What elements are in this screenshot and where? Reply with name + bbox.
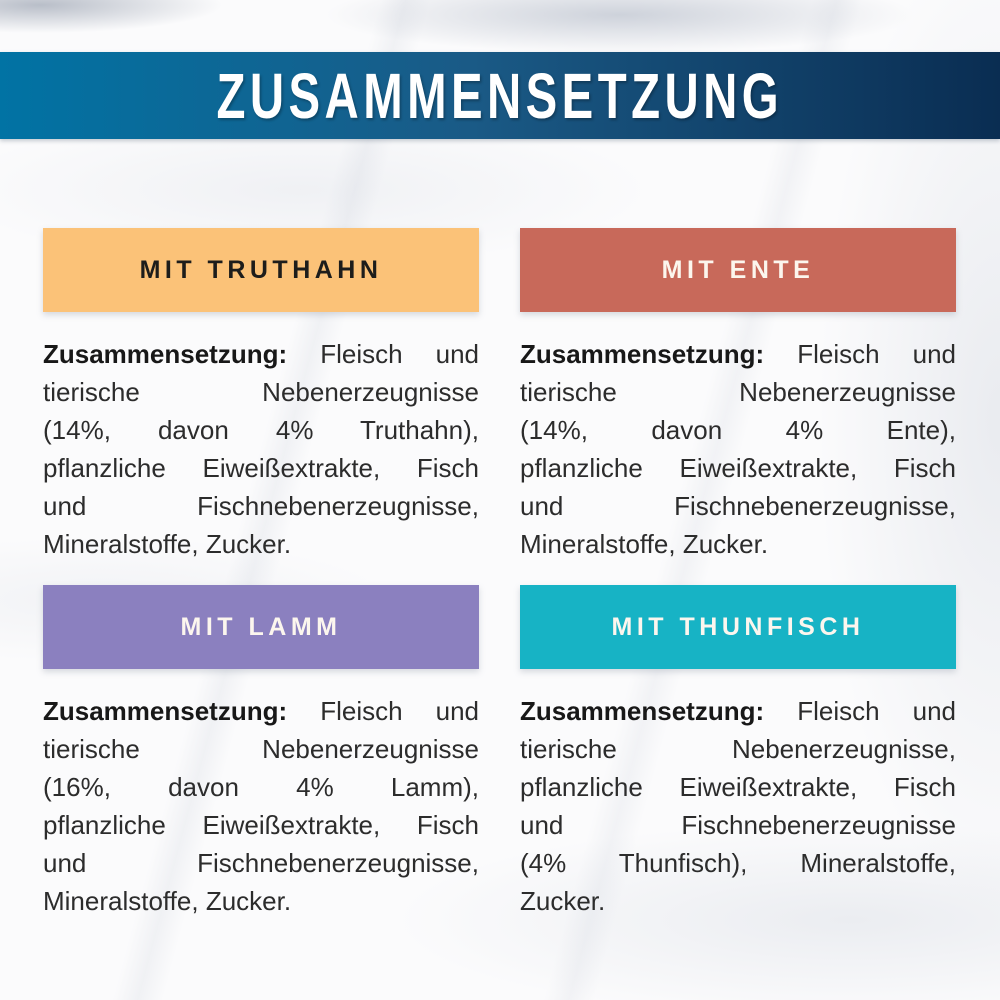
ingredients-line: tierische Nebenerzeugnisse bbox=[43, 377, 479, 407]
ingredients-text-truthahn bbox=[43, 335, 479, 563]
ingredients-line: tierische Nebenerzeugnisse bbox=[520, 377, 956, 407]
ingredients-line: pflanzliche Eiweißextrakte, Fisch bbox=[520, 772, 956, 802]
ingredients-text-thunfisch bbox=[520, 692, 956, 920]
ingredients-line: (16%, davon 4% Lamm), bbox=[43, 772, 479, 802]
card-mit-truthahn bbox=[43, 228, 479, 563]
card-header-truthahn bbox=[43, 228, 479, 312]
card-mit-ente bbox=[520, 228, 956, 563]
card-header-thunfisch bbox=[520, 585, 956, 669]
card-mit-lamm bbox=[43, 585, 479, 920]
ingredients-line: Mineralstoffe, Zucker. bbox=[520, 529, 769, 559]
card-mit-thunfisch bbox=[520, 585, 956, 920]
ingredients-text-ente bbox=[520, 335, 956, 563]
ingredients-line: tierische Nebenerzeugnisse bbox=[43, 734, 479, 764]
card-title: MIT THUNFISCH bbox=[611, 612, 865, 641]
ingredients-line: Zusammensetzung: Fleisch und bbox=[520, 339, 956, 369]
ingredients-line: pflanzliche Eiweißextrakte, Fisch bbox=[43, 453, 479, 483]
card-title: MIT LAMM bbox=[180, 612, 342, 641]
ingredients-line: (14%, davon 4% Truthahn), bbox=[43, 415, 479, 445]
page-title: ZUSAMMENSETZUNG bbox=[216, 59, 784, 132]
ingredients-line: und Fischnebenerzeugnisse, bbox=[43, 848, 479, 878]
ingredients-line: pflanzliche Eiweißextrakte, Fisch bbox=[520, 453, 956, 483]
card-header-ente bbox=[520, 228, 956, 312]
ingredients-line: Zusammensetzung: Fleisch und bbox=[520, 696, 956, 726]
ingredients-line: Mineralstoffe, Zucker. bbox=[43, 529, 292, 559]
ingredients-line: Zusammensetzung: Fleisch und bbox=[43, 696, 479, 726]
ingredients-line: tierische Nebenerzeugnisse, bbox=[520, 734, 956, 764]
ingredients-line: Zusammensetzung: Fleisch und bbox=[43, 339, 479, 369]
ingredients-line: (4% Thunfisch), Mineralstoffe, bbox=[520, 848, 956, 878]
ingredients-line: und Fischnebenerzeugnisse bbox=[520, 810, 956, 840]
ingredients-line: Zucker. bbox=[520, 886, 606, 916]
card-title: MIT ENTE bbox=[661, 255, 815, 284]
ingredients-text-lamm bbox=[43, 692, 479, 920]
ingredients-line: und Fischnebenerzeugnisse, bbox=[43, 491, 479, 521]
ingredients-line: Mineralstoffe, Zucker. bbox=[43, 886, 292, 916]
card-title: MIT TRUTHAHN bbox=[139, 255, 383, 284]
ingredients-line: (14%, davon 4% Ente), bbox=[520, 415, 956, 445]
ingredients-line: und Fischnebenerzeugnisse, bbox=[520, 491, 956, 521]
card-header-lamm bbox=[43, 585, 479, 669]
ingredients-line: pflanzliche Eiweißextrakte, Fisch bbox=[43, 810, 479, 840]
title-banner bbox=[0, 52, 1000, 139]
